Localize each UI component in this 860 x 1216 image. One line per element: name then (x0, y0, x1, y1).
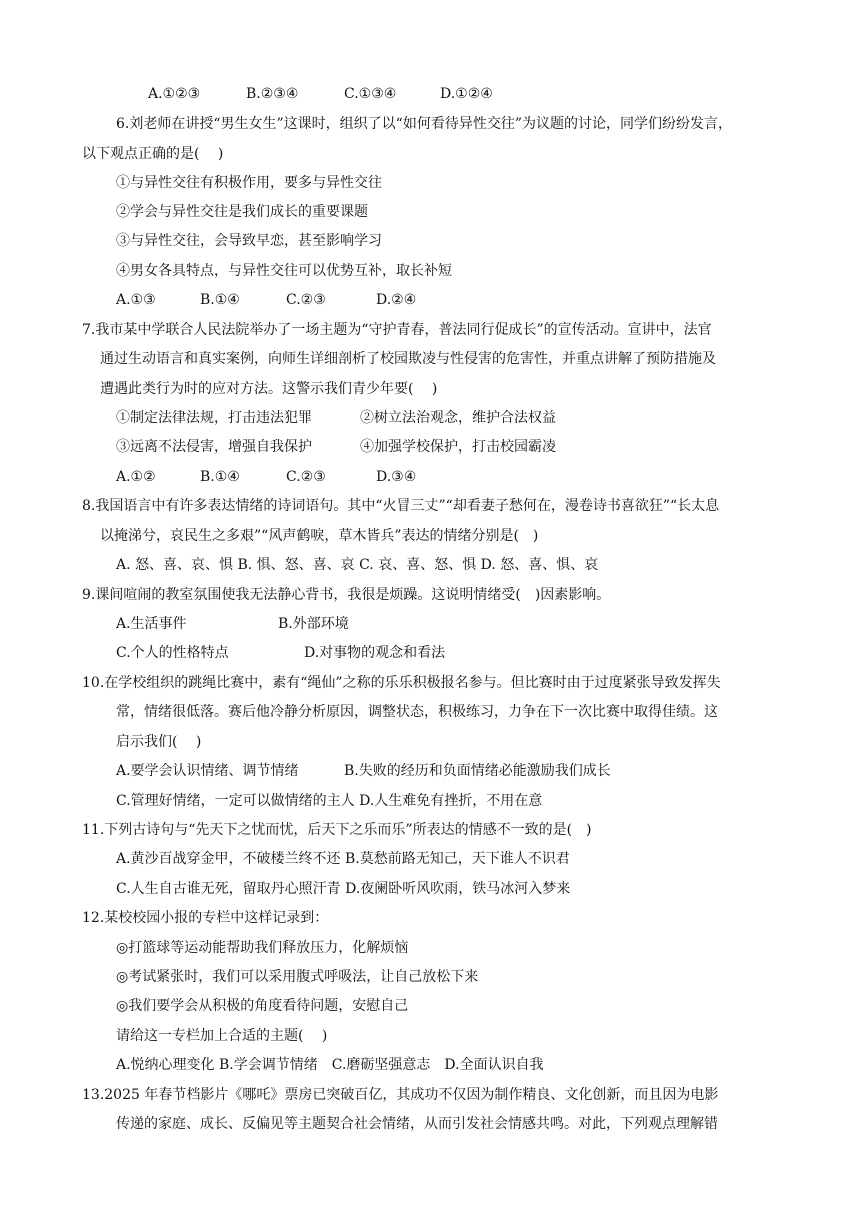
q6-stem-line2: 以下观点正确的是( ) (82, 146, 224, 162)
q12-prompt: 请给这一专栏加上合适的主题( ) (116, 1028, 328, 1044)
q10-option-b: B.失败的经历和负面情绪必能激励我们成长 (344, 763, 611, 779)
q7-stem-line2: 通过生动语言和真实案例，向师生详细剖析了校园欺凌与性侵害的危害性，并重点讲解了预防措施及 (100, 351, 716, 367)
q8-stem-line2: 以掩涕兮，哀民生之多艰”“风声鹤唳，草木皆兵”表达的情绪分别是( ) (100, 528, 539, 544)
q10-options-cd: C.管理好情绪，一定可以做情绪的主人 D.人生难免有挫折，不用在意 (116, 793, 543, 809)
q7-option-d: D.③④ (376, 469, 417, 485)
q6-stem-line1: 6.刘老师在讲授“男生女生”这课时，组织了以“如何看待异性交往”为议题的讨论，同学们纷纷发言， (116, 116, 732, 132)
q7-option-a: A.①② (116, 469, 156, 485)
q12-item-1: ◎打篮球等运动能帮助我们释放压力，化解烦恼 (116, 940, 409, 956)
q10-option-a: A.要学会认识情绪、调节情绪 (116, 763, 299, 779)
q5-option-c: C.①③④ (344, 86, 397, 102)
q6-option-d: D.②④ (376, 292, 417, 308)
q6-item-1: ①与异性交往有积极作用，要多与异性交往 (116, 175, 382, 191)
q11-stem: 11.下列古诗句与“先天下之忧而忧，后天下之乐而乐”所表达的情感不一致的是( ) (82, 822, 592, 838)
q5-option-d: D.①②④ (440, 86, 493, 102)
q6-option-a: A.①③ (116, 292, 156, 308)
q9-option-b: B.外部环境 (278, 616, 349, 632)
q6-item-4: ④男女各具特点，与异性交往可以优势互补，取长补短 (116, 263, 452, 279)
q7-stem-line3: 遭遇此类行为时的应对方法。这警示我们青少年要( ) (100, 381, 438, 397)
q9-option-c: C.个人的性格特点 (116, 645, 229, 661)
q9-stem: 9.课间喧闹的教室氛围使我无法静心背书，我很是烦躁。这说明情绪受( )因素影响。 (82, 587, 611, 603)
q6-options (116, 290, 416, 310)
q7-item-1: ①制定法律法规，打击违法犯罪 (116, 410, 312, 426)
q8-stem-line1: 8.我国语言中有许多表达情绪的诗词语句。其中“火冒三丈”“却看妻子愁何在，漫卷诗书喜欲狂”“长太息 (82, 498, 720, 514)
q8-options: A. 怒、喜、哀、惧 B. 惧、怒、喜、哀 C. 哀、喜、怒、惧 D. 怒、喜、惧、哀 (116, 557, 599, 573)
q5-option-a: A.①②③ (148, 86, 201, 102)
q13-stem-line1: 13.2025 年春节档影片《哪吒》票房已突破百亿，其成功不仅因为制作精良、文化创新，而且因为电影 (82, 1087, 719, 1103)
q6-item-2: ②学会与异性交往是我们成长的重要课题 (116, 204, 368, 220)
q5-option-b: B.②③④ (246, 86, 299, 102)
q6-option-b: B.①④ (200, 292, 240, 308)
q6-option-c: C.②③ (286, 292, 326, 308)
q11-options-ab: A.黄沙百战穿金甲，不破楼兰终不还 B.莫愁前路无知己，天下谁人不识君 (116, 851, 570, 867)
q7-item-4: ④加强学校保护，打击校园霸凌 (360, 439, 556, 455)
q10-stem-line3: 启示我们( ) (116, 734, 202, 750)
q7-item-2: ②树立法治观念，维护合法权益 (360, 410, 556, 426)
q10-stem-line2: 常，情绪很低落。赛后他冷静分析原因，调整状态，积极练习，力争在下一次比赛中取得佳绩。这 (116, 704, 718, 720)
q7-option-b: B.①④ (200, 469, 240, 485)
q12-stem: 12.某校校园小报的专栏中这样记录到： (82, 910, 329, 926)
q12-options: A.悦纳心理变化 B.学会调节情绪 C.磨砺坚强意志 D.全面认识自我 (116, 1057, 544, 1073)
q7-item-3: ③远离不法侵害，增强自我保护 (116, 439, 312, 455)
q9-option-a: A.生活事件 (116, 616, 187, 632)
q5-options (148, 84, 493, 104)
q11-options-cd: C.人生自古谁无死，留取丹心照汗青 D.夜阑卧听风吹雨，铁马冰河入梦来 (116, 881, 571, 897)
q10-stem-line1: 10.在学校组织的跳绳比赛中，素有“绳仙”之称的乐乐积极报名参与。但比赛时由于过度紧张导致发挥失 (82, 675, 721, 691)
q7-stem-line1: 7.我市某中学联合人民法院举办了一场主题为“守护青春，普法同行促成长”的宣传活动。宣讲中，法官 (82, 322, 712, 338)
q12-item-3: ◎我们要学会从积极的角度看待问题，安慰自己 (116, 998, 409, 1014)
q7-options (116, 467, 416, 487)
q12-item-2: ◎考试紧张时，我们可以采用腹式呼吸法，让自己放松下来 (116, 969, 479, 985)
q7-option-c: C.②③ (286, 469, 326, 485)
q6-item-3: ③与异性交往，会导致早恋，甚至影响学习 (116, 233, 382, 249)
q9-option-d: D.对事物的观念和看法 (304, 645, 446, 661)
q13-stem-line2: 传递的家庭、成长、反偏见等主题契合社会情绪，从而引发社会情感共鸣。对此，下列观点理解错 (116, 1116, 718, 1132)
